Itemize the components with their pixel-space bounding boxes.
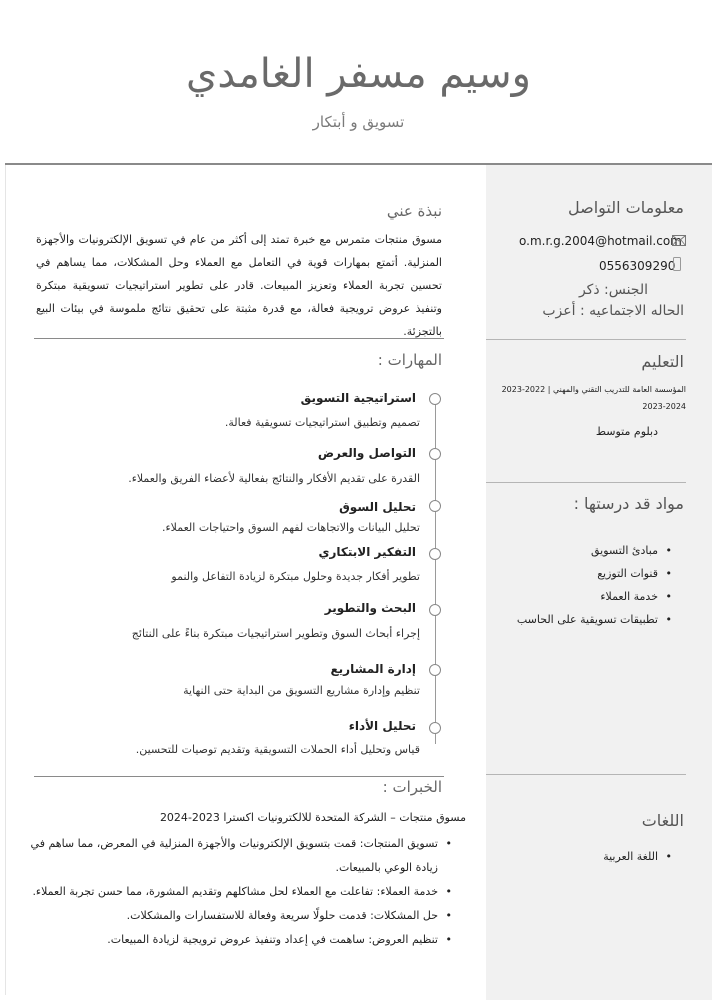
timeline-dot bbox=[429, 393, 441, 405]
list-item: • تسويق المنتجات: قمت بتسويق الإلكترونيات والأجهزة المنزلية في المعرض، مما ساهم في زيادة الوعي بالمبيعات. bbox=[22, 832, 452, 880]
skill-title: إدارة المشاريع bbox=[330, 662, 416, 676]
experience-list bbox=[22, 832, 452, 952]
skill-description: تصميم وتطبيق استراتيجيات تسويقية فعالة. bbox=[224, 416, 420, 429]
phone-text: 0556309290 bbox=[599, 259, 676, 273]
timeline-dot bbox=[429, 722, 441, 734]
timeline-dot bbox=[429, 604, 441, 616]
section-divider bbox=[34, 776, 444, 777]
skill-title: تحليل الأداء bbox=[348, 719, 416, 733]
skill-description: تحليل البيانات والاتجاهات لفهم السوق واحتياجات العملاء. bbox=[162, 521, 420, 534]
education-degree: دبلوم متوسط bbox=[595, 425, 658, 438]
timeline-dot bbox=[429, 548, 441, 560]
person-name: وسيم مسفر الغامدي bbox=[186, 51, 531, 97]
envelope-icon bbox=[672, 235, 686, 249]
skills-title: المهارات : bbox=[377, 351, 442, 369]
education-years: 2023-2024 bbox=[642, 402, 686, 411]
section-divider bbox=[34, 338, 444, 339]
courses-title: مواد قد درستها : bbox=[573, 494, 684, 513]
contact-title: معلومات التواصل bbox=[567, 198, 684, 217]
list-item: • حل المشكلات: قدمت حلولًا سريعة وفعالة للاستفسارات والمشكلات. bbox=[22, 904, 452, 928]
languages-list bbox=[603, 850, 672, 873]
languages-title: اللغات bbox=[641, 811, 684, 830]
sidebar-divider bbox=[486, 774, 686, 775]
education-institution: المؤسسة العامة للتدريب التقني والمهني | 2022-2023 bbox=[501, 385, 686, 394]
timeline-dot bbox=[429, 664, 441, 676]
sidebar bbox=[486, 165, 712, 1000]
about-text: مسوق منتجات متمرس مع خبرة تمتد إلى أكثر من عام في تسويق الإلكترونيات والأجهزة المنزلية. أتمتع بمهارات قوية في التعامل مع العملاء وحل المشكلات، مما يساهم في تحسين تجربة العملاء وتعزيز المبيعات. قادر على تطوير استراتيجيات تسويقية مبتكرة وتنفيذ عروض ترويجية فعالة، مع قدرة مثبتة على تحقيق نتائج ملموسة في بيئات البيع بالتجزئة. bbox=[36, 233, 442, 338]
list-item: • تنظيم العروض: ساهمت في إعداد وتنفيذ عروض ترويجية لزيادة المبيعات. bbox=[22, 928, 452, 952]
list-item: • مبادئ التسويق bbox=[517, 544, 672, 567]
skill-title: التفكير الابتكاري bbox=[318, 545, 416, 559]
sidebar-divider bbox=[486, 339, 686, 340]
skill-title: تحليل السوق bbox=[339, 500, 416, 514]
skill-description: تطوير أفكار جديدة وحلول مبتكرة لزيادة التفاعل والنمو bbox=[171, 570, 420, 583]
main-column bbox=[0, 165, 486, 1000]
about-title: نبذة عني bbox=[386, 202, 442, 220]
experience-headline: مسوق منتجات – الشركة المتحدة للالكترونيات اكسترا 2023-2024 bbox=[159, 811, 466, 824]
list-item: • خدمة العملاء bbox=[517, 590, 672, 613]
list-item: • قنوات التوزيع bbox=[517, 567, 672, 590]
resume-header bbox=[5, 5, 712, 163]
skill-description: تنظيم وإدارة مشاريع التسويق من البداية حتى النهاية bbox=[183, 684, 420, 697]
email-text: o.m.r.g.2004@hotmail.com bbox=[519, 234, 682, 248]
phone-icon bbox=[673, 257, 681, 274]
marital-status-text: الحاله الاجتماعيه : أعزب bbox=[542, 303, 684, 319]
person-tagline: تسويق و أبتكار bbox=[312, 113, 405, 131]
list-item: • خدمة العملاء: تفاعلت مع العملاء لحل مشاكلهم وتقديم المشورة، مما حسن تجربة العملاء. bbox=[22, 880, 452, 904]
experience-title: الخبرات : bbox=[382, 778, 442, 796]
list-item: • اللغة العربية bbox=[603, 850, 672, 873]
timeline-dot bbox=[429, 448, 441, 460]
list-item: • تطبيقات تسويقية على الحاسب bbox=[517, 613, 672, 636]
skill-title: البحث والتطوير bbox=[324, 601, 416, 615]
skill-description: القدرة على تقديم الأفكار والنتائج بفعالية لأعضاء الفريق والعملاء. bbox=[128, 472, 420, 485]
courses-list bbox=[517, 544, 672, 636]
timeline-dot bbox=[429, 500, 441, 512]
skill-description: قياس وتحليل أداء الحملات التسويقية وتقديم توصيات للتحسين. bbox=[135, 743, 420, 756]
education-title: التعليم bbox=[641, 352, 684, 371]
skill-description: إجراء أبحاث السوق وتطوير استراتيجيات مبتكرة بناءً على النتائج bbox=[131, 627, 420, 640]
gender-text: الجنس: ذكر bbox=[578, 282, 648, 298]
skill-title: استراتيجية التسويق bbox=[300, 391, 416, 405]
skill-title: التواصل والعرض bbox=[317, 446, 416, 460]
sidebar-divider bbox=[486, 482, 686, 483]
